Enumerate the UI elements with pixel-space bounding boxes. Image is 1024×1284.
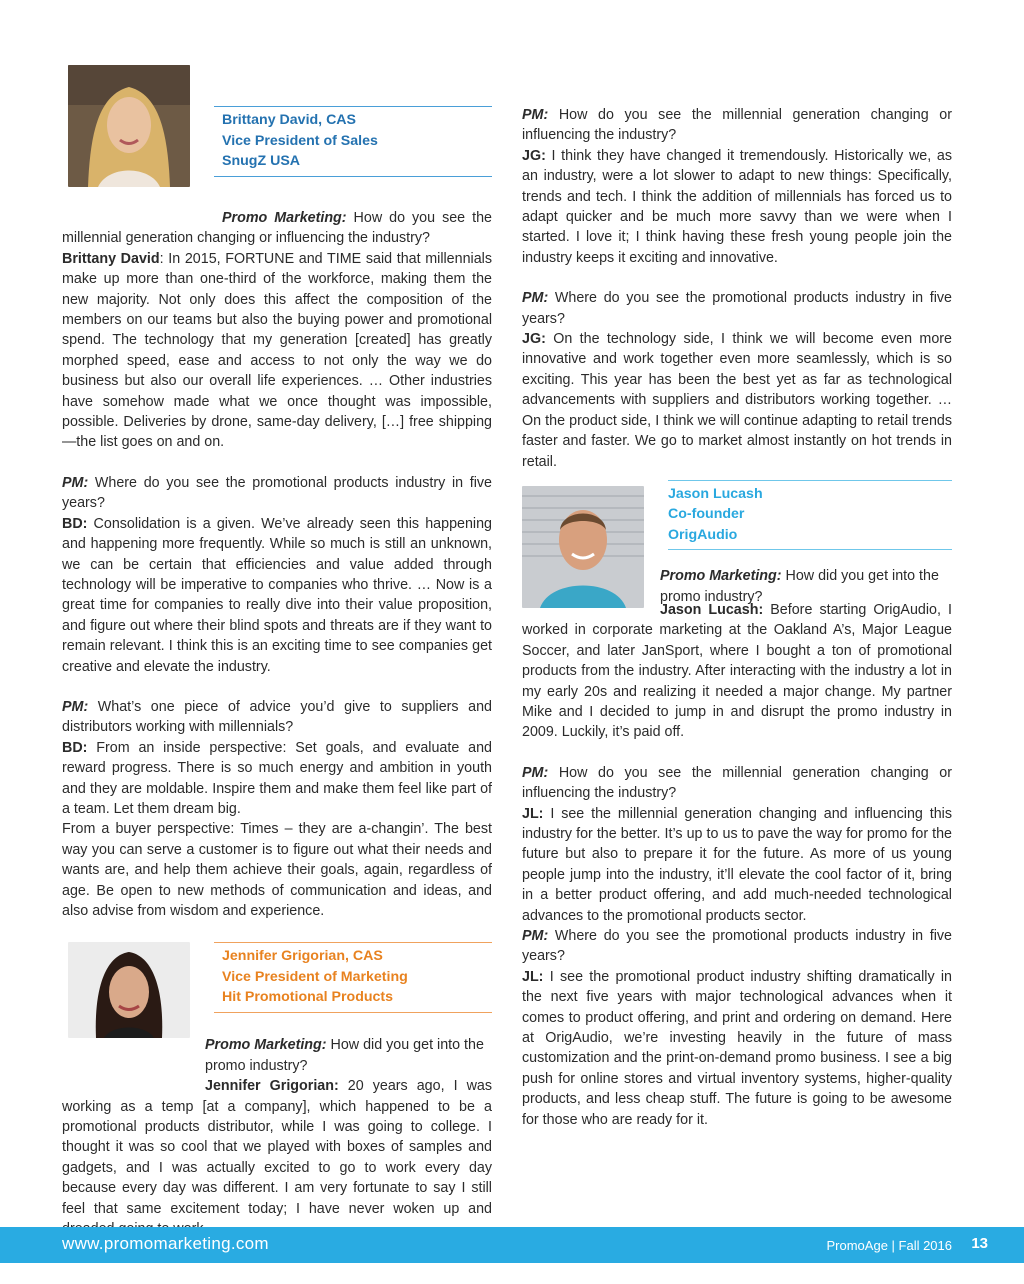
right-q5: PM: Where do you see the promotional products industry in five years? <box>522 928 952 965</box>
right-q3: Promo Marketing: How did you get into the promo industry? <box>660 568 939 605</box>
right-a2: JG: On the technology side, I think we will become even more innovative and work together even more seamlessly, which is so exciting. This year has been the best yet as far as technological advancements with suppliers and distributors working together. … On the product side, I think we will continue adapting to retail trends faster and faster. We go to market almost instantly on hot trends in retail. <box>522 331 952 470</box>
jennifer-name: Jennifer Grigorian, CAS <box>222 948 383 965</box>
right-a1: JG: I think they have changed it tremendously. Historically we, as an industry, were a lot slower to adapt to new things: Specifically, trends and tech. I think the addition of millennials has forced us to adapt quicker and be much more savvy than we were when I started. I love it; I think having these fresh young people join the industry keeps it exciting and innovative. <box>522 147 952 266</box>
right-a3: Jason Lucash: Before starting OrigAudio, I worked in corporate marketing at the Oakland A’s, Major League Soccer, and later JanSport, where I bought a ton of promotional products from the industry. After interacting with the industry a lot in my early 20s and realizing it needed a major change. My partner Mike and I decided to jump in and disrupt the promo industry in 2009. Luckily, it’s paid off. <box>522 601 952 741</box>
brittany-title: Vice President of Sales <box>222 132 378 149</box>
left-q3: PM: What’s one piece of advice you’d give to suppliers and distributors working with millennials? <box>62 698 492 736</box>
brittany-company: SnugZ USA <box>222 153 301 169</box>
jason-photo <box>522 486 644 608</box>
website-link[interactable]: www.promomarketing.com <box>62 1234 269 1253</box>
right-a5: JL: I see the promotional product industry shifting dramatically in the next five years with major technological advances when it comes to product offering, and print and ordering on demand. Here at OrigAudio, we’re investing heavily in the future of mass customization and the print-on-demand promo business. I see a big push for online stores and virtual inventory systems, higher-quality products, and less cheap stuff. The future is going to be awesome for those who are ready for it. <box>522 968 952 1128</box>
profile-jason <box>522 486 952 608</box>
page-number: 13 <box>971 1235 988 1252</box>
right-column <box>522 105 952 1130</box>
left-column <box>62 105 492 1239</box>
left-q4: Promo Marketing: How did you get into the promo industry? <box>205 1037 484 1074</box>
jason-nameblock <box>668 480 952 551</box>
profile-brittany <box>62 65 492 187</box>
left-a4: Jennifer Grigorian: 20 years ago, I was working as a temp [at a company], which happened to be a promotional products distributor, while I was going to college. I thought it was so cool that we played with boxes of samples and gadgets, and I was actually excited to go to work every day because every day was different. I am very fortunate to say I still feel that same excitement today; I have never woken up and <box>62 1078 492 1217</box>
jennifer-nameblock <box>214 942 492 1013</box>
left-q1: Promo Marketing: How do you see the millennial generation changing or influencing the industry? <box>62 210 492 247</box>
jennifer-photo <box>68 942 190 1038</box>
right-q1: PM: How do you see the millennial generation changing or influencing the industry? <box>522 107 952 144</box>
jennifer-company: Hit Promotional Products <box>222 989 394 1006</box>
right-q2: PM: Where do you see the promotional products industry in five years? <box>522 290 952 327</box>
jason-title: Co-founder <box>668 506 745 523</box>
right-q4: PM: How do you see the millennial generation changing or influencing the industry? <box>522 764 952 802</box>
right-a4: JL: I see the millennial generation changing and influencing this industry for the better. It’s up to us to pave the way for promo for the future but also to prepare it for the future. As more of us young people jump into the industry, it’ll elevate the cool factor of it, bring in a better product offering, and add much-needed technological advances to the promotional products sector. <box>522 805 952 924</box>
jennifer-title: Vice President of Marketing <box>222 968 408 985</box>
brittany-photo <box>68 65 190 187</box>
profile-jennifer <box>62 942 492 1038</box>
left-a3-cont: From a buyer perspective: Times – they are a-changin’. The best way you can serve a customer is to figure out what their needs and wants are, and help them achieve their goals, again, regardless of age. Be open to new methods of communication and ideas, and also advise from wisdom and experience. <box>62 821 492 919</box>
brittany-name: Brittany David, CAS <box>222 112 357 128</box>
brittany-nameblock <box>214 106 492 177</box>
left-a2: BD: Consolidation is a given. We’ve already seen this happening and happening more frequently. While so much is still an unknown, we can be certain that efficiencies and value added through technology will be imperative to companies who thrive. … Now is a great time for companies to really dive into their value proposition, and figure out where their blind spots and threats are if they want to remain relevant. I think this is an exciting time to see companies get creative and elevate the industry. <box>62 515 492 675</box>
left-a3: BD: From an inside perspective: Set goals, and evaluate and reward progress. There is so much energy and ambition in youth and they are moldable. Inspire them and make them feel like part of a team. Let them dream big. <box>62 739 492 817</box>
page-footer <box>0 1227 1024 1263</box>
left-q2: PM: Where do you see the promotional products industry in five years? <box>62 474 492 512</box>
jason-company: OrigAudio <box>668 526 738 543</box>
issue-label: PromoAge | Fall 2016 <box>826 1238 952 1253</box>
left-a1: Brittany David: In 2015, FORTUNE and TIME said that millennials make up more than one-third of the workforce, making them the new majority. Not only does this affect the composition of the members on our teams but also the buying power and promotional spend. The technology that my generation [created] has greatly morphed speed, ease and access to not only the way we do business but also our overall life experiences. … Other industries have somehow made what we once thought was impossible, possible. Deliveries by drone, same-day delivery, […] free shipping—the list goes on and on. <box>62 250 492 451</box>
jason-name: Jason Lucash <box>668 485 763 502</box>
